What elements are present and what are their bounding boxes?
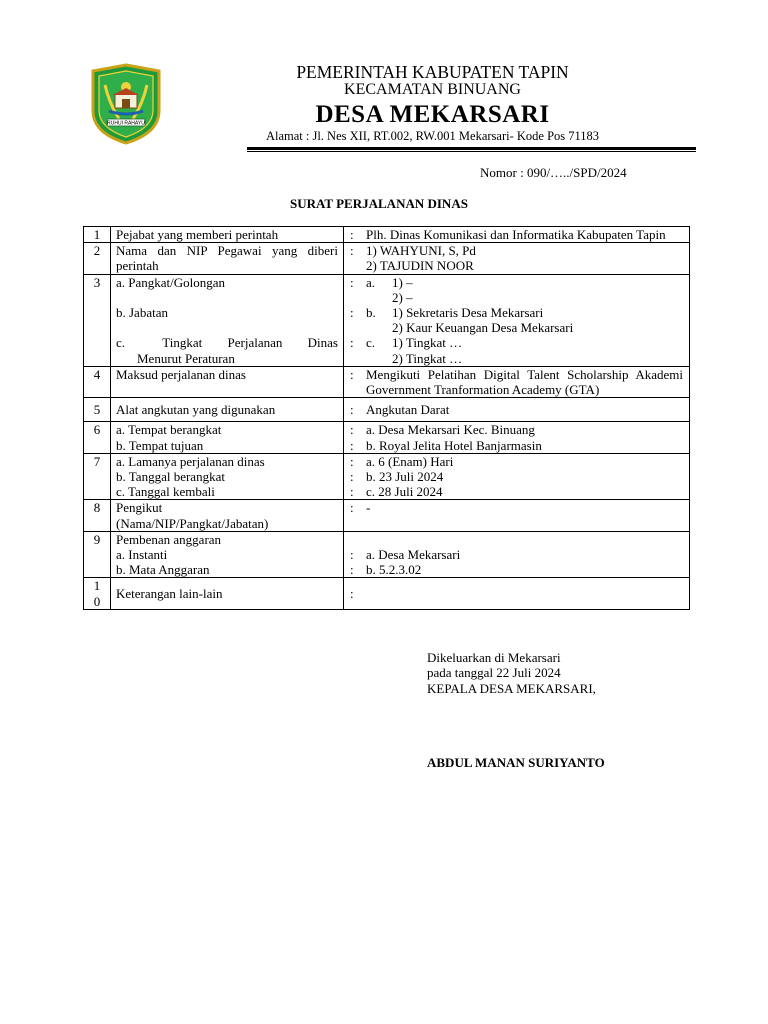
employee-1: 1) WAHYUNI, S, Pd	[366, 243, 476, 259]
departure-place-label: a. Tempat berangkat	[116, 422, 222, 438]
agency-value: a. Desa Mekarsari	[366, 547, 461, 563]
table-row: 7 a. Lamanya perjalanan dinas b. Tanggal berangkat c. Tanggal kembali : a. 6 (Enam) Hari : b. 23 Juli 2024 : c. 28 Juli 2024	[84, 453, 690, 500]
table-row: 5 Alat angkutan yang digunakan : Angkutan Darat	[84, 398, 690, 422]
companion-value: -	[366, 500, 371, 516]
travel-order-table	[83, 226, 690, 610]
table-row: 3 a. Pangkat/Golongan b. Jabatan c. Tingkat Perjalanan Dinas Menurut Peraturan : a. 1) – 2) – : b. 1) Sekretaris Desa Mekarsari 2) Kaur Keuangan Desa Mekarsari : c. 1) Tingkat … 2) Tingkat …	[84, 274, 690, 366]
rank-value-2: 2) –	[392, 289, 413, 305]
rank-label: a. Pangkat/Golongan	[116, 274, 226, 290]
table-row: 4 Maksud perjalanan dinas : Mengikuti Pelatihan Digital Talent Scholarship Akademi Government Tranformation Academy (GTA)	[84, 366, 690, 397]
row-number: 3	[84, 274, 111, 366]
depart-date-value: b. 23 Juli 2024	[366, 469, 444, 485]
return-date-label: c. Tanggal kembali	[116, 484, 215, 500]
row-value: Plh. Dinas Komunikasi dan Informatika Kabupaten Tapin	[366, 227, 666, 242]
table-row: 2 Nama dan NIP Pegawai yang diberi perintah : 1) WAHYUNI, S, Pd 2) TAJUDIN NOOR	[84, 243, 690, 274]
row-label: Maksud perjalanan dinas	[111, 366, 344, 397]
position-label: b. Jabatan	[116, 305, 168, 320]
companion-label: Pengikut	[116, 500, 163, 516]
destination-label: b. Tempat tujuan	[116, 437, 204, 453]
position-value-2: 2) Kaur Keuangan Desa Mekarsari	[392, 320, 574, 336]
regency-logo	[89, 63, 163, 145]
village-name: DESA MEKARSARI	[315, 101, 550, 128]
district-name: KECAMATAN BINUANG	[344, 81, 521, 98]
budget-account-value: b. 5.2.3.02	[366, 562, 422, 578]
budget-label: Pembenan anggaran	[116, 531, 222, 547]
level-value-1: 1) Tingkat …	[392, 335, 463, 351]
row-label: Nama dan NIP Pegawai yang diberi perintah	[116, 243, 338, 274]
row-label: Pejabat yang memberi perintah	[111, 227, 344, 243]
rank-value-1: 1) –	[392, 274, 413, 290]
table-row: 1 Pejabat yang memberi perintah : Plh. Dinas Komunikasi dan Informatika Kabupaten Tapin	[84, 227, 690, 243]
row-number: 8	[84, 500, 111, 531]
signatory-name: ABDUL MANAN SURIYANTO	[427, 755, 605, 770]
table-row: 8 Pengikut (Nama/NIP/Pangkat/Jabatan) : -	[84, 500, 690, 531]
row-number: 5	[84, 398, 111, 422]
return-date-value: c. 28 Juli 2024	[366, 484, 443, 500]
logo-motto: RUHUI RAHAYU	[107, 120, 145, 127]
row-number: 7	[84, 453, 111, 500]
row-number: 6	[84, 422, 111, 453]
row-number: 1 0	[84, 578, 111, 609]
departure-place-value: a. Desa Mekarsari Kec. Binuang	[366, 422, 535, 438]
issued-date: pada tanggal 22 Juli 2024	[427, 665, 561, 681]
travel-level-label: c. Tingkat Perjalanan Dinas	[116, 335, 338, 351]
row-number: 9	[84, 531, 111, 578]
depart-date-label: b. Tanggal berangkat	[116, 469, 225, 485]
duration-value: a. 6 (Enam) Hari	[366, 453, 454, 469]
letterhead-divider	[247, 147, 696, 150]
purpose-value: Mengikuti Pelatihan Digital Talent Scholarship Akademi Government Tranformation Academy (GTA)	[366, 366, 683, 398]
letter-number: Nomor : 090/…../SPD/2024	[480, 165, 627, 180]
issued-place: Dikeluarkan di Mekarsari	[427, 650, 561, 665]
table-row: 6 a. Tempat berangkat b. Tempat tujuan : a. Desa Mekarsari Kec. Binuang : b. Royal Jelita Hotel Banjarmasin	[84, 422, 690, 453]
row-label: Alat angkutan yang digunakan	[111, 398, 344, 422]
address-line: Alamat : Jl. Nes XII, RT.002, RW.001 Mekarsari- Kode Pos 71183	[265, 129, 600, 143]
government-name: PEMERINTAH KABUPATEN TAPIN	[296, 62, 569, 82]
companion-sublabel: (Nama/NIP/Pangkat/Jabatan)	[116, 515, 269, 531]
row-label: Keterangan lain-lain	[111, 578, 344, 609]
table-row: 1 0 Keterangan lain-lain :	[84, 578, 690, 609]
signatory-title: KEPALA DESA MEKARSARI,	[427, 680, 596, 696]
row-number: 2	[84, 243, 111, 274]
row-number: 1	[84, 227, 111, 243]
signature-block	[427, 650, 596, 696]
row-number: 4	[84, 366, 111, 397]
position-value-1: 1) Sekretaris Desa Mekarsari	[392, 305, 544, 321]
employee-2: 2) TAJUDIN NOOR	[366, 258, 474, 274]
budget-account-label: b. Mata Anggaran	[116, 562, 210, 578]
agency-label: a. Instanti	[116, 547, 168, 563]
table-row: 9 Pembenan anggaran a. Instanti b. Mata Anggaran : a. Desa Mekarsari : b. 5.2.3.02	[84, 531, 690, 578]
destination-value: b. Royal Jelita Hotel Banjarmasin	[366, 437, 542, 453]
transport-value: Angkutan Darat	[366, 402, 450, 418]
level-value-2: 2) Tingkat …	[392, 350, 463, 366]
letterhead-divider-thin	[247, 151, 696, 152]
duration-label: a. Lamanya perjalanan dinas	[116, 453, 265, 469]
